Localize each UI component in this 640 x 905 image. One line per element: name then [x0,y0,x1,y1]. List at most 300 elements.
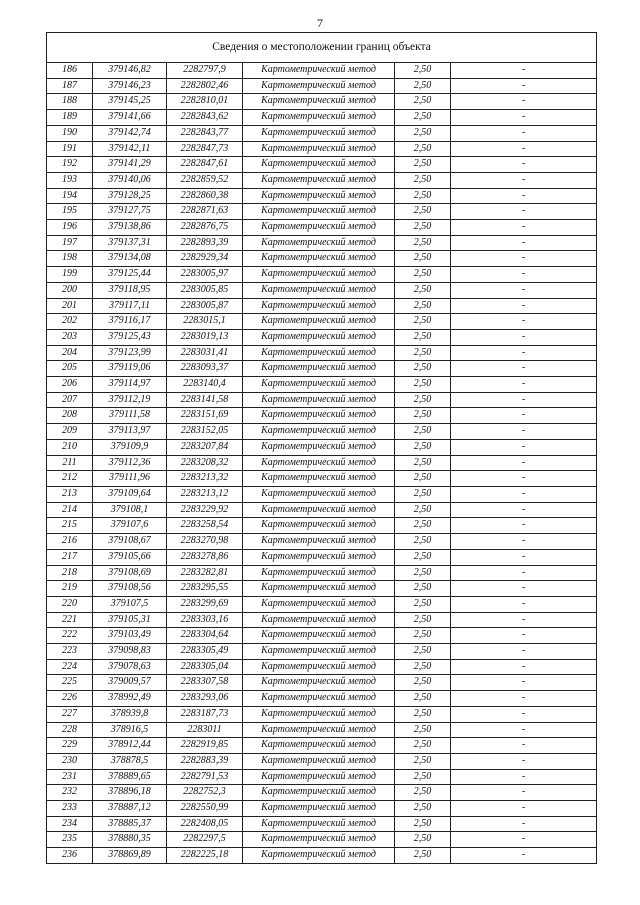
point-number-cell: 210 [47,439,93,455]
accuracy-cell: 2,50 [395,298,451,314]
method-cell: Картометрический метод [243,581,395,597]
accuracy-cell: 2,50 [395,188,451,204]
page-number: 7 [317,16,323,30]
accuracy-cell: 2,50 [395,329,451,345]
y-coordinate-cell: 2282919,85 [167,738,243,754]
accuracy-cell: 2,50 [395,502,451,518]
point-number-cell: 197 [47,235,93,251]
table-row [47,486,597,502]
method-cell: Картометрический метод [243,549,395,565]
x-coordinate-cell: 379078,63 [93,659,167,675]
table-row [47,534,597,550]
accuracy-cell: 2,50 [395,675,451,691]
method-cell: Картометрический метод [243,659,395,675]
method-cell: Картометрический метод [243,63,395,79]
method-cell: Картометрический метод [243,235,395,251]
description-cell: - [451,675,597,691]
method-cell: Картометрический метод [243,267,395,283]
y-coordinate-cell: 2282843,77 [167,125,243,141]
method-cell: Картометрический метод [243,314,395,330]
table-row [47,581,597,597]
y-coordinate-cell: 2283299,69 [167,596,243,612]
y-coordinate-cell: 2283019,13 [167,329,243,345]
table-row [47,94,597,110]
table-row [47,392,597,408]
description-cell: - [451,251,597,267]
method-cell: Картометрический метод [243,298,395,314]
table-row [47,691,597,707]
x-coordinate-cell: 378992,49 [93,691,167,707]
accuracy-cell: 2,50 [395,801,451,817]
description-cell: - [451,455,597,471]
point-number-cell: 214 [47,502,93,518]
point-number-cell: 207 [47,392,93,408]
x-coordinate-cell: 379137,31 [93,235,167,251]
description-cell: - [451,298,597,314]
y-coordinate-cell: 2283011 [167,722,243,738]
description-cell: - [451,659,597,675]
x-coordinate-cell: 379108,69 [93,565,167,581]
x-coordinate-cell: 379141,29 [93,157,167,173]
table-row [47,722,597,738]
method-cell: Картометрический метод [243,361,395,377]
accuracy-cell: 2,50 [395,110,451,126]
accuracy-cell: 2,50 [395,832,451,848]
accuracy-cell: 2,50 [395,439,451,455]
point-number-cell: 192 [47,157,93,173]
point-number-cell: 196 [47,220,93,236]
method-cell: Картометрический метод [243,801,395,817]
y-coordinate-cell: 2282883,39 [167,753,243,769]
accuracy-cell: 2,50 [395,267,451,283]
method-cell: Картометрический метод [243,392,395,408]
x-coordinate-cell: 379112,19 [93,392,167,408]
description-cell: - [451,267,597,283]
method-cell: Картометрический метод [243,738,395,754]
x-coordinate-cell: 378939,8 [93,706,167,722]
table-row [47,612,597,628]
point-number-cell: 235 [47,832,93,848]
y-coordinate-cell: 2282847,61 [167,157,243,173]
x-coordinate-cell: 379140,06 [93,172,167,188]
point-number-cell: 234 [47,816,93,832]
method-cell: Картометрический метод [243,644,395,660]
accuracy-cell: 2,50 [395,612,451,628]
table-row [47,172,597,188]
method-cell: Картометрический метод [243,596,395,612]
x-coordinate-cell: 379125,44 [93,267,167,283]
x-coordinate-cell: 379125,43 [93,329,167,345]
accuracy-cell: 2,50 [395,392,451,408]
y-coordinate-cell: 2283258,54 [167,518,243,534]
y-coordinate-cell: 2283213,32 [167,471,243,487]
description-cell: - [451,408,597,424]
table-row [47,439,597,455]
table-row [47,785,597,801]
description-cell: - [451,518,597,534]
point-number-cell: 218 [47,565,93,581]
method-cell: Картометрический метод [243,691,395,707]
x-coordinate-cell: 378916,5 [93,722,167,738]
y-coordinate-cell: 2283031,41 [167,345,243,361]
y-coordinate-cell: 2283305,04 [167,659,243,675]
description-cell: - [451,314,597,330]
point-number-cell: 230 [47,753,93,769]
point-number-cell: 216 [47,534,93,550]
accuracy-cell: 2,50 [395,753,451,769]
x-coordinate-cell: 378889,65 [93,769,167,785]
method-cell: Картометрический метод [243,832,395,848]
table-row [47,204,597,220]
x-coordinate-cell: 378896,18 [93,785,167,801]
point-number-cell: 223 [47,644,93,660]
table-row [47,518,597,534]
x-coordinate-cell: 379119,06 [93,361,167,377]
y-coordinate-cell: 2283015,1 [167,314,243,330]
table-row [47,738,597,754]
accuracy-cell: 2,50 [395,377,451,393]
table-row [47,251,597,267]
table-row [47,832,597,848]
point-number-cell: 203 [47,329,93,345]
table-title: Сведения о местоположении границ объекта [47,33,597,63]
method-cell: Картометрический метод [243,785,395,801]
accuracy-cell: 2,50 [395,644,451,660]
method-cell: Картометрический метод [243,518,395,534]
y-coordinate-cell: 2282791,53 [167,769,243,785]
table-row [47,361,597,377]
description-cell: - [451,486,597,502]
accuracy-cell: 2,50 [395,424,451,440]
accuracy-cell: 2,50 [395,581,451,597]
accuracy-cell: 2,50 [395,816,451,832]
boundary-table [46,32,597,864]
accuracy-cell: 2,50 [395,534,451,550]
description-cell: - [451,188,597,204]
x-coordinate-cell: 379111,96 [93,471,167,487]
y-coordinate-cell: 2283282,81 [167,565,243,581]
accuracy-cell: 2,50 [395,408,451,424]
method-cell: Картометрический метод [243,94,395,110]
description-cell: - [451,722,597,738]
description-cell: - [451,832,597,848]
point-number-cell: 188 [47,94,93,110]
point-number-cell: 200 [47,282,93,298]
accuracy-cell: 2,50 [395,251,451,267]
description-cell: - [451,753,597,769]
method-cell: Картометрический метод [243,110,395,126]
y-coordinate-cell: 2282802,46 [167,78,243,94]
x-coordinate-cell: 379146,82 [93,63,167,79]
x-coordinate-cell: 379146,23 [93,78,167,94]
table-row [47,110,597,126]
y-coordinate-cell: 2282860,38 [167,188,243,204]
description-cell: - [451,471,597,487]
description-cell: - [451,769,597,785]
point-number-cell: 194 [47,188,93,204]
method-cell: Картометрический метод [243,722,395,738]
table-row [47,471,597,487]
accuracy-cell: 2,50 [395,314,451,330]
y-coordinate-cell: 2283270,98 [167,534,243,550]
method-cell: Картометрический метод [243,329,395,345]
point-number-cell: 228 [47,722,93,738]
y-coordinate-cell: 2282810,01 [167,94,243,110]
table-row [47,644,597,660]
x-coordinate-cell: 378880,35 [93,832,167,848]
method-cell: Картометрический метод [243,345,395,361]
point-number-cell: 204 [47,345,93,361]
x-coordinate-cell: 379111,58 [93,408,167,424]
accuracy-cell: 2,50 [395,63,451,79]
table-row [47,596,597,612]
accuracy-cell: 2,50 [395,659,451,675]
accuracy-cell: 2,50 [395,220,451,236]
y-coordinate-cell: 2283213,12 [167,486,243,502]
y-coordinate-cell: 2283005,87 [167,298,243,314]
accuracy-cell: 2,50 [395,785,451,801]
accuracy-cell: 2,50 [395,204,451,220]
x-coordinate-cell: 379145,25 [93,94,167,110]
y-coordinate-cell: 2282859,52 [167,172,243,188]
point-number-cell: 232 [47,785,93,801]
x-coordinate-cell: 379112,36 [93,455,167,471]
y-coordinate-cell: 2283229,92 [167,502,243,518]
description-cell: - [451,345,597,361]
x-coordinate-cell: 378912,44 [93,738,167,754]
point-number-cell: 229 [47,738,93,754]
point-number-cell: 205 [47,361,93,377]
accuracy-cell: 2,50 [395,78,451,94]
point-number-cell: 227 [47,706,93,722]
x-coordinate-cell: 379103,49 [93,628,167,644]
description-cell: - [451,282,597,298]
method-cell: Картометрический метод [243,565,395,581]
y-coordinate-cell: 2282893,39 [167,235,243,251]
x-coordinate-cell: 379109,64 [93,486,167,502]
accuracy-cell: 2,50 [395,125,451,141]
point-number-cell: 206 [47,377,93,393]
accuracy-cell: 2,50 [395,691,451,707]
description-cell: - [451,581,597,597]
boundary-table-container [46,32,596,864]
table-row [47,424,597,440]
y-coordinate-cell: 2283278,86 [167,549,243,565]
method-cell: Картометрический метод [243,188,395,204]
x-coordinate-cell: 379108,56 [93,581,167,597]
description-cell: - [451,125,597,141]
table-row [47,329,597,345]
description-cell: - [451,235,597,251]
method-cell: Картометрический метод [243,769,395,785]
point-number-cell: 231 [47,769,93,785]
table-row [47,659,597,675]
point-number-cell: 190 [47,125,93,141]
method-cell: Картометрический метод [243,706,395,722]
method-cell: Картометрический метод [243,251,395,267]
table-row [47,314,597,330]
table-row [47,628,597,644]
description-cell: - [451,220,597,236]
method-cell: Картометрический метод [243,78,395,94]
accuracy-cell: 2,50 [395,722,451,738]
y-coordinate-cell: 2282225,18 [167,848,243,864]
point-number-cell: 225 [47,675,93,691]
description-cell: - [451,141,597,157]
x-coordinate-cell: 379117,11 [93,298,167,314]
x-coordinate-cell: 379141,66 [93,110,167,126]
description-cell: - [451,157,597,173]
description-cell: - [451,644,597,660]
point-number-cell: 226 [47,691,93,707]
description-cell: - [451,565,597,581]
method-cell: Картометрический метод [243,141,395,157]
table-row [47,753,597,769]
y-coordinate-cell: 2282876,75 [167,220,243,236]
method-cell: Картометрический метод [243,408,395,424]
description-cell: - [451,628,597,644]
table-row [47,675,597,691]
method-cell: Картометрический метод [243,816,395,832]
description-cell: - [451,785,597,801]
method-cell: Картометрический метод [243,753,395,769]
table-row [47,298,597,314]
table-row [47,63,597,79]
table-row [47,78,597,94]
method-cell: Картометрический метод [243,125,395,141]
description-cell: - [451,377,597,393]
accuracy-cell: 2,50 [395,565,451,581]
method-cell: Картометрический метод [243,675,395,691]
table-row [47,125,597,141]
x-coordinate-cell: 379142,11 [93,141,167,157]
x-coordinate-cell: 379113,97 [93,424,167,440]
method-cell: Картометрический метод [243,377,395,393]
accuracy-cell: 2,50 [395,471,451,487]
table-row [47,267,597,283]
x-coordinate-cell: 379127,75 [93,204,167,220]
table-row [47,157,597,173]
description-cell: - [451,110,597,126]
x-coordinate-cell: 378885,37 [93,816,167,832]
point-number-cell: 198 [47,251,93,267]
method-cell: Картометрический метод [243,157,395,173]
description-cell: - [451,172,597,188]
y-coordinate-cell: 2283005,85 [167,282,243,298]
accuracy-cell: 2,50 [395,486,451,502]
description-cell: - [451,63,597,79]
description-cell: - [451,691,597,707]
description-cell: - [451,78,597,94]
table-row [47,282,597,298]
point-number-cell: 186 [47,63,93,79]
x-coordinate-cell: 379123,99 [93,345,167,361]
x-coordinate-cell: 379118,95 [93,282,167,298]
y-coordinate-cell: 2283304,64 [167,628,243,644]
accuracy-cell: 2,50 [395,769,451,785]
description-cell: - [451,612,597,628]
accuracy-cell: 2,50 [395,94,451,110]
table-row [47,188,597,204]
y-coordinate-cell: 2282550,99 [167,801,243,817]
accuracy-cell: 2,50 [395,361,451,377]
point-number-cell: 222 [47,628,93,644]
description-cell: - [451,392,597,408]
accuracy-cell: 2,50 [395,738,451,754]
point-number-cell: 215 [47,518,93,534]
method-cell: Картометрический метод [243,612,395,628]
point-number-cell: 193 [47,172,93,188]
y-coordinate-cell: 2283307,58 [167,675,243,691]
accuracy-cell: 2,50 [395,157,451,173]
table-row [47,377,597,393]
method-cell: Картометрический метод [243,628,395,644]
description-cell: - [451,706,597,722]
x-coordinate-cell: 379105,66 [93,549,167,565]
y-coordinate-cell: 2283305,49 [167,644,243,660]
table-row [47,769,597,785]
y-coordinate-cell: 2283141,58 [167,392,243,408]
description-cell: - [451,361,597,377]
method-cell: Картометрический метод [243,172,395,188]
description-cell: - [451,204,597,220]
y-coordinate-cell: 2282297,5 [167,832,243,848]
x-coordinate-cell: 379105,31 [93,612,167,628]
x-coordinate-cell: 378869,89 [93,848,167,864]
y-coordinate-cell: 2283295,55 [167,581,243,597]
table-title-row [47,33,597,63]
y-coordinate-cell: 2283140,4 [167,377,243,393]
description-cell: - [451,502,597,518]
table-row [47,235,597,251]
table-row [47,801,597,817]
method-cell: Картометрический метод [243,455,395,471]
description-cell: - [451,801,597,817]
y-coordinate-cell: 2283208,32 [167,455,243,471]
accuracy-cell: 2,50 [395,141,451,157]
point-number-cell: 187 [47,78,93,94]
point-number-cell: 212 [47,471,93,487]
table-row [47,455,597,471]
table-row [47,345,597,361]
point-number-cell: 213 [47,486,93,502]
point-number-cell: 211 [47,455,93,471]
x-coordinate-cell: 379108,67 [93,534,167,550]
x-coordinate-cell: 379138,86 [93,220,167,236]
point-number-cell: 189 [47,110,93,126]
x-coordinate-cell: 378887,12 [93,801,167,817]
method-cell: Картометрический метод [243,486,395,502]
x-coordinate-cell: 379116,17 [93,314,167,330]
table-row [47,220,597,236]
method-cell: Картометрический метод [243,534,395,550]
table-body [47,63,597,864]
table-row [47,706,597,722]
y-coordinate-cell: 2282871,63 [167,204,243,220]
accuracy-cell: 2,50 [395,518,451,534]
method-cell: Картометрический метод [243,471,395,487]
table-row [47,848,597,864]
x-coordinate-cell: 379107,6 [93,518,167,534]
accuracy-cell: 2,50 [395,706,451,722]
y-coordinate-cell: 2282847,73 [167,141,243,157]
method-cell: Картометрический метод [243,848,395,864]
point-number-cell: 199 [47,267,93,283]
y-coordinate-cell: 2283005,97 [167,267,243,283]
y-coordinate-cell: 2282752,3 [167,785,243,801]
method-cell: Картометрический метод [243,439,395,455]
y-coordinate-cell: 2282929,34 [167,251,243,267]
